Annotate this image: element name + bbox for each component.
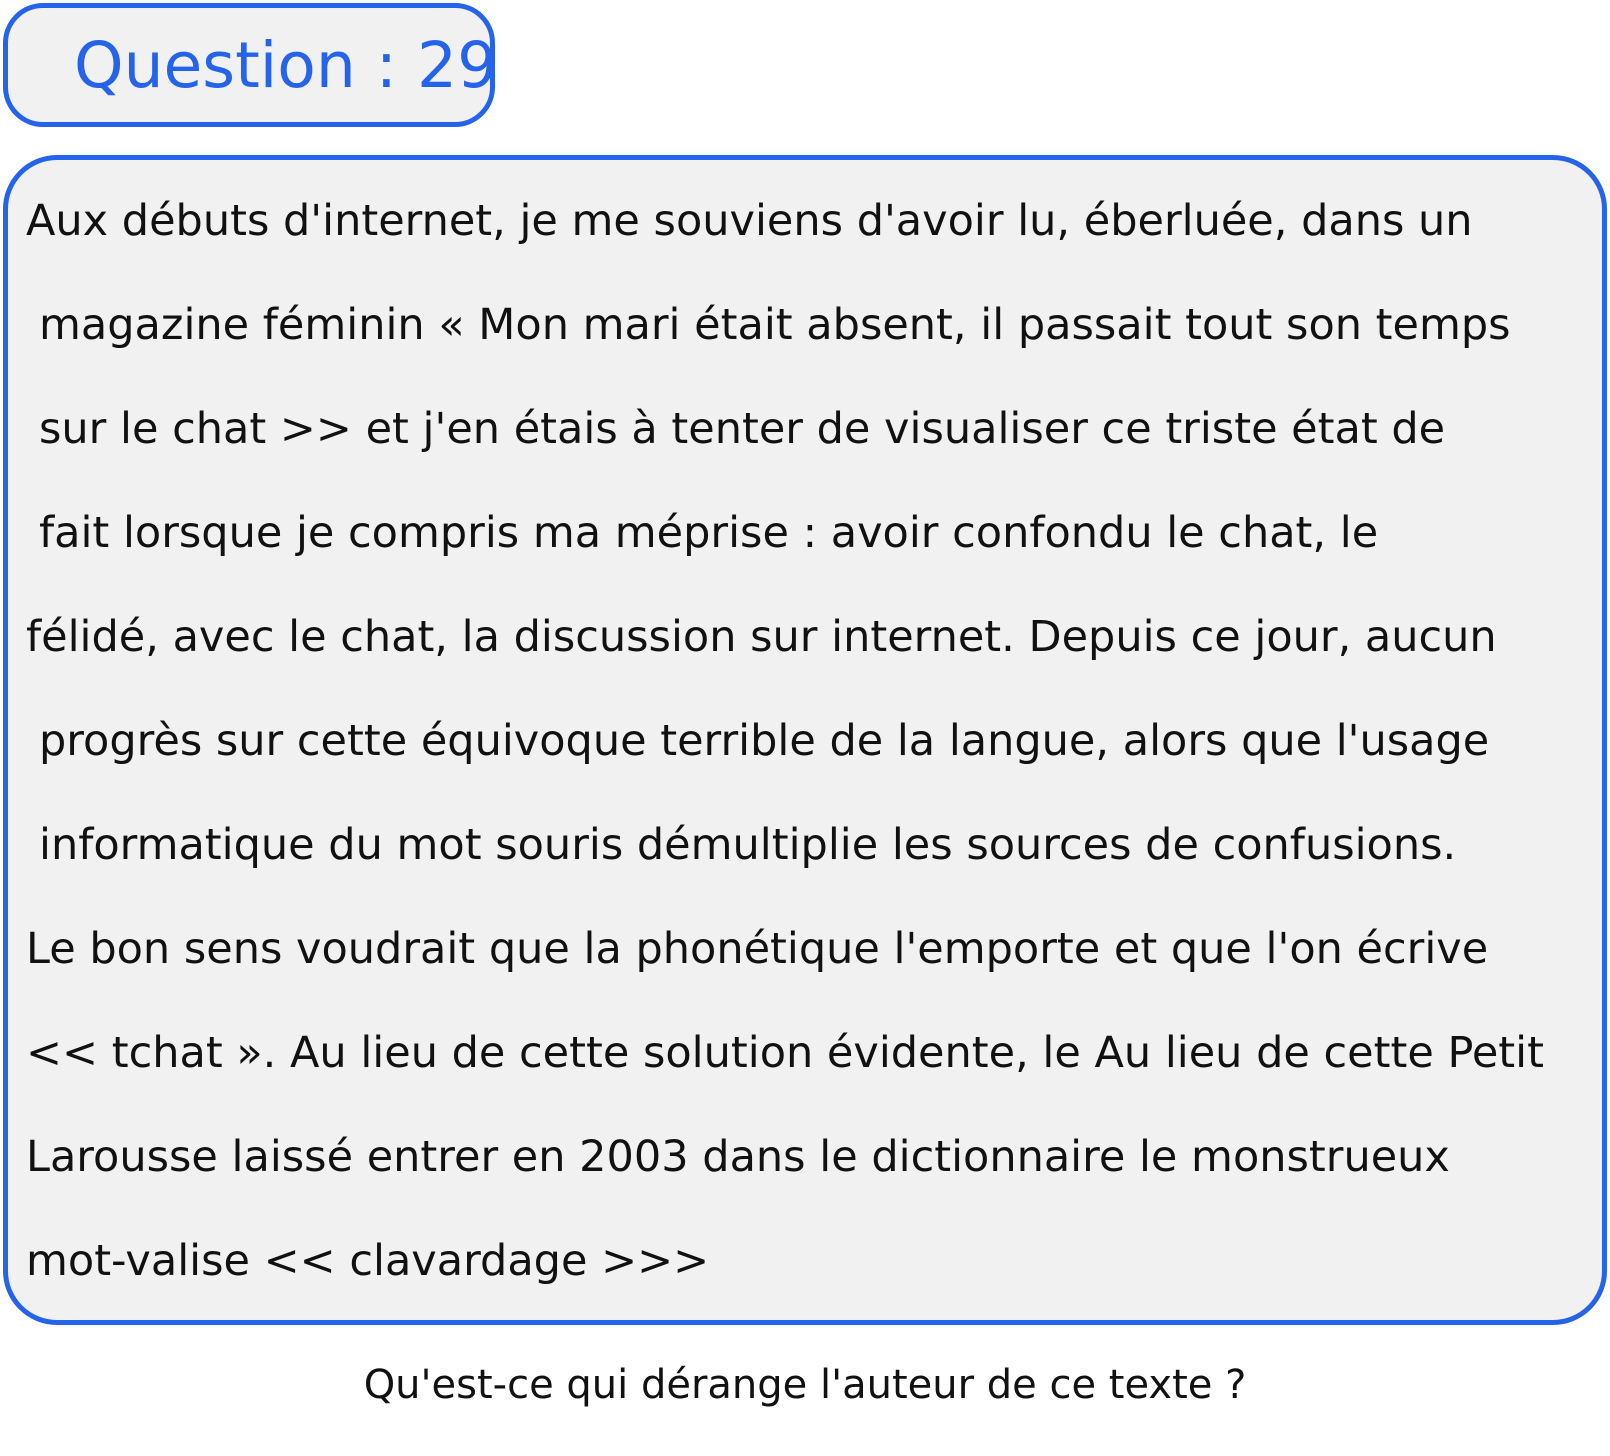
passage-line: << tchat ». Au lieu de cette solution évidente, le Au lieu de cette Petit <box>26 1028 1544 1078</box>
passage-line: fait lorsque je compris ma méprise : avoir confondu le chat, le <box>39 508 1379 558</box>
passage-line: mot-valise << clavardage >>> <box>26 1236 710 1286</box>
passage-line: Aux débuts d'internet, je me souviens d'avoir lu, éberluée, dans un <box>26 196 1473 246</box>
passage-line: informatique du mot souris démultiplie les sources de confusions. <box>39 820 1457 870</box>
passage-line: progrès sur cette équivoque terrible de la langue, alors que l'usage <box>39 716 1490 766</box>
question-prompt: Qu'est-ce qui dérange l'auteur de ce texte ? <box>363 1362 1247 1408</box>
question-number-badge <box>3 3 498 127</box>
question-number-label: Question : 29 <box>74 29 498 102</box>
passage-line: magazine féminin « Mon mari était absent, il passait tout son temps <box>39 300 1511 350</box>
passage-line: félidé, avec le chat, la discussion sur internet. Depuis ce jour, aucun <box>26 612 1497 662</box>
passage-line: Larousse laissé entrer en 2003 dans le dictionnaire le monstrueux <box>26 1132 1450 1182</box>
passage-line: sur le chat >> et j'en étais à tenter de visualiser ce triste état de <box>39 404 1446 454</box>
passage-line: Le bon sens voudrait que la phonétique l'emporte et que l'on écrive <box>26 924 1489 974</box>
passage-panel <box>3 155 1607 1325</box>
